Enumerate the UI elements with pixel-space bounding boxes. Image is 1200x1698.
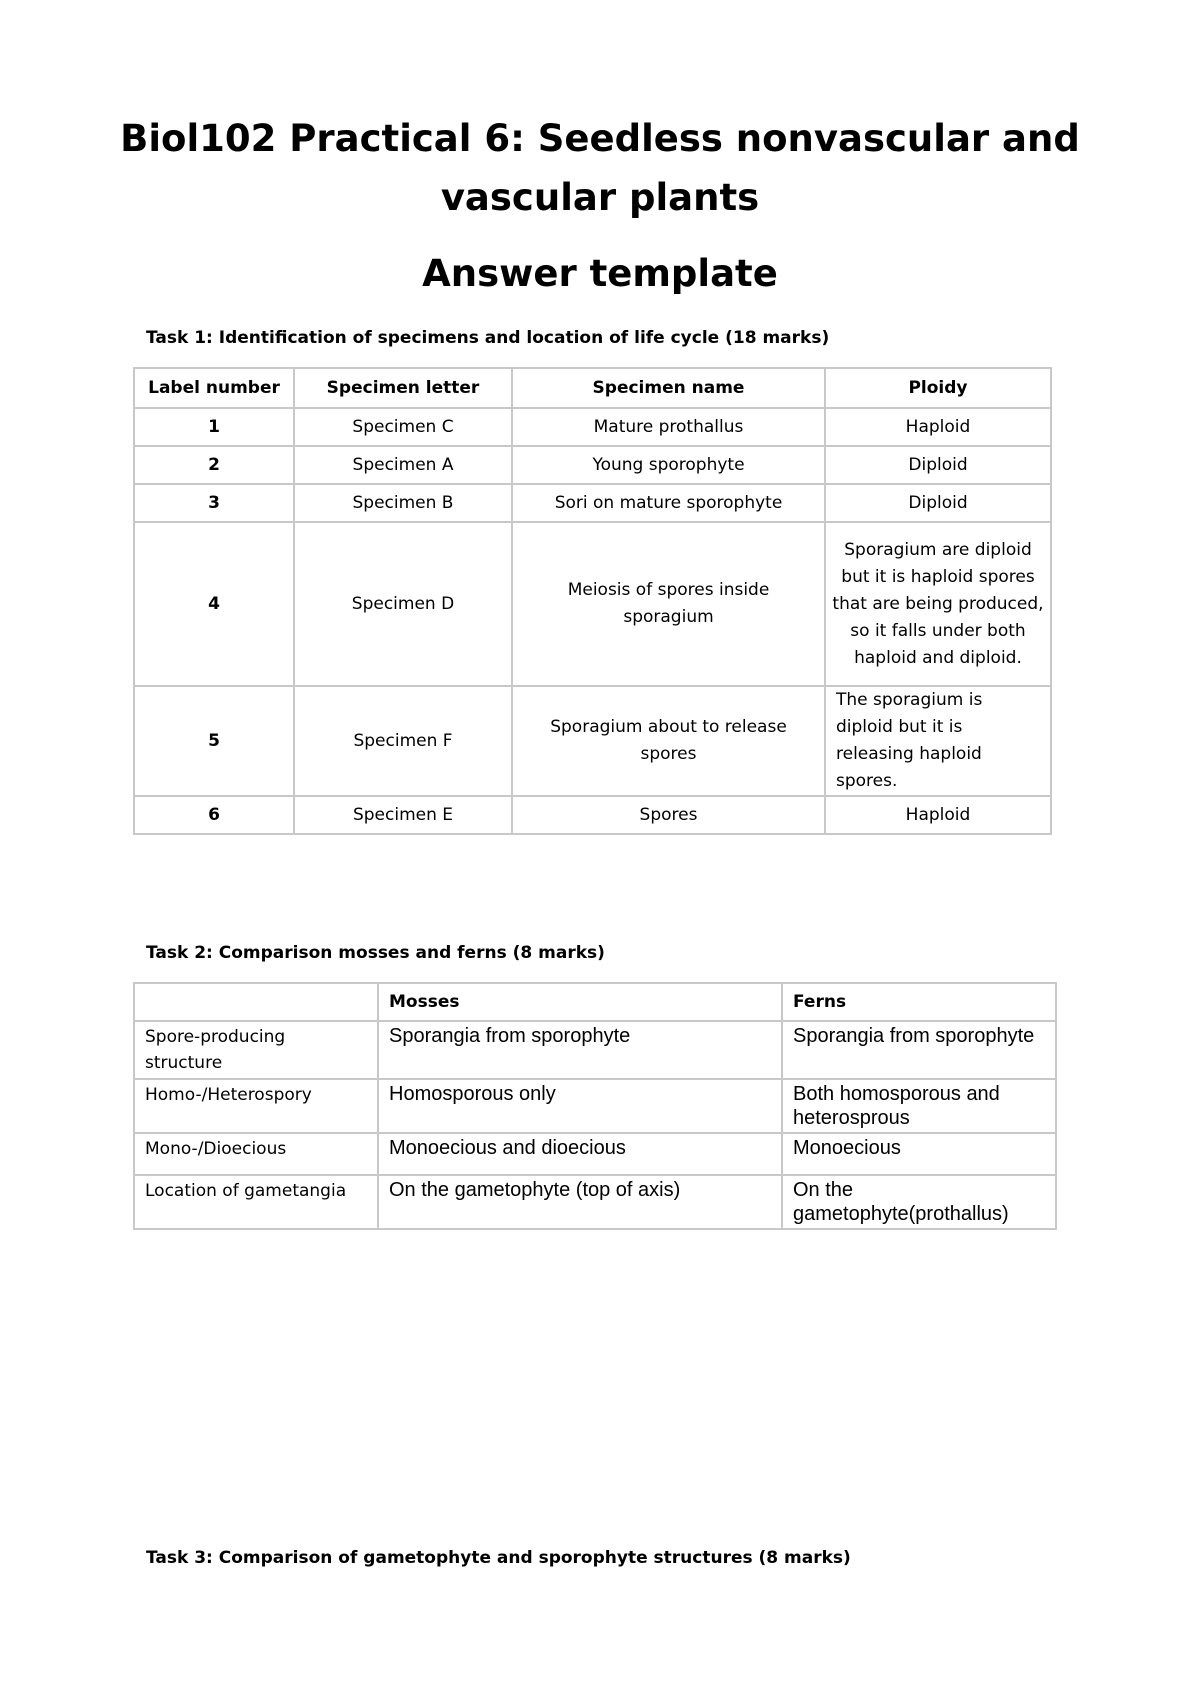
comparison-table-header	[134, 983, 1056, 1021]
specimen-name-cell: Sporagium about to release spores	[512, 686, 825, 796]
ferns-cell: Monoecious	[782, 1133, 1056, 1175]
mosses-cell: On the gametophyte (top of axis)	[378, 1175, 782, 1229]
specimen-letter-cell: Specimen D	[294, 522, 512, 686]
header-ferns: Ferns	[782, 983, 1056, 1021]
table-row	[134, 1021, 1056, 1079]
task2-heading: Task 2: Comparison mosses and ferns (8 marks)	[146, 943, 605, 963]
specimen-letter-cell: Specimen B	[294, 484, 512, 522]
header-ploidy: Ploidy	[825, 368, 1051, 408]
table-row	[134, 1133, 1056, 1175]
ferns-cell: On the gametophyte(prothallus)	[782, 1175, 1056, 1229]
header-label-number: Label number	[134, 368, 294, 408]
label-number-cell: 2	[134, 446, 294, 484]
table-row	[134, 446, 1051, 484]
specimen-name-cell: Mature prothallus	[512, 408, 825, 446]
mosses-cell: Sporangia from sporophyte	[378, 1021, 782, 1079]
document-subtitle: Answer template	[422, 252, 778, 295]
ploidy-cell: Haploid	[825, 408, 1051, 446]
attribute-cell: Spore-producing structure	[134, 1021, 378, 1079]
header-empty	[134, 983, 378, 1021]
label-number-cell: 6	[134, 796, 294, 834]
task3-heading: Task 3: Comparison of gametophyte and sporophyte structures (8 marks)	[146, 1548, 851, 1568]
document-title-line-1: Biol102 Practical 6: Seedless nonvascular and	[120, 117, 1080, 160]
document-title-line-2: vascular plants	[440, 176, 760, 219]
ferns-cell: Both homosporous and heterosprous	[782, 1079, 1056, 1133]
ploidy-cell: The sporagium is diploid but it is releasing haploid spores.	[825, 686, 1051, 796]
attribute-cell: Location of gametangia	[134, 1175, 378, 1229]
ploidy-cell: Diploid	[825, 484, 1051, 522]
ferns-cell: Sporangia from sporophyte	[782, 1021, 1056, 1079]
specimen-name-cell: Spores	[512, 796, 825, 834]
specimen-table	[133, 367, 1052, 835]
specimen-name-cell: Sori on mature sporophyte	[512, 484, 825, 522]
specimen-table-header	[134, 368, 1051, 408]
header-mosses: Mosses	[378, 983, 782, 1021]
ploidy-cell: Haploid	[825, 796, 1051, 834]
mosses-cell: Homosporous only	[378, 1079, 782, 1133]
label-number-cell: 4	[134, 522, 294, 686]
table-row	[134, 408, 1051, 446]
table-row	[134, 686, 1051, 796]
header-specimen-name: Specimen name	[512, 368, 825, 408]
specimen-name-cell: Young sporophyte	[512, 446, 825, 484]
label-number-cell: 1	[134, 408, 294, 446]
attribute-cell: Homo-/Heterospory	[134, 1079, 378, 1133]
mosses-cell: Monoecious and dioecious	[378, 1133, 782, 1175]
header-specimen-letter: Specimen letter	[294, 368, 512, 408]
ploidy-cell: Sporagium are diploid but it is haploid spores that are being produced, so it falls under both haploid and diploid.	[825, 522, 1051, 686]
label-number-cell: 3	[134, 484, 294, 522]
table-row	[134, 796, 1051, 834]
label-number-cell: 5	[134, 686, 294, 796]
specimen-letter-cell: Specimen E	[294, 796, 512, 834]
specimen-letter-cell: Specimen A	[294, 446, 512, 484]
table-row	[134, 1175, 1056, 1229]
specimen-letter-cell: Specimen C	[294, 408, 512, 446]
specimen-name-cell: Meiosis of spores inside sporagium	[512, 522, 825, 686]
specimen-letter-cell: Specimen F	[294, 686, 512, 796]
table-row	[134, 522, 1051, 686]
table-row	[134, 484, 1051, 522]
attribute-cell: Mono-/Dioecious	[134, 1133, 378, 1175]
ploidy-cell: Diploid	[825, 446, 1051, 484]
table-row	[134, 1079, 1056, 1133]
comparison-table	[133, 982, 1057, 1230]
task1-heading: Task 1: Identification of specimens and location of life cycle (18 marks)	[146, 328, 830, 348]
